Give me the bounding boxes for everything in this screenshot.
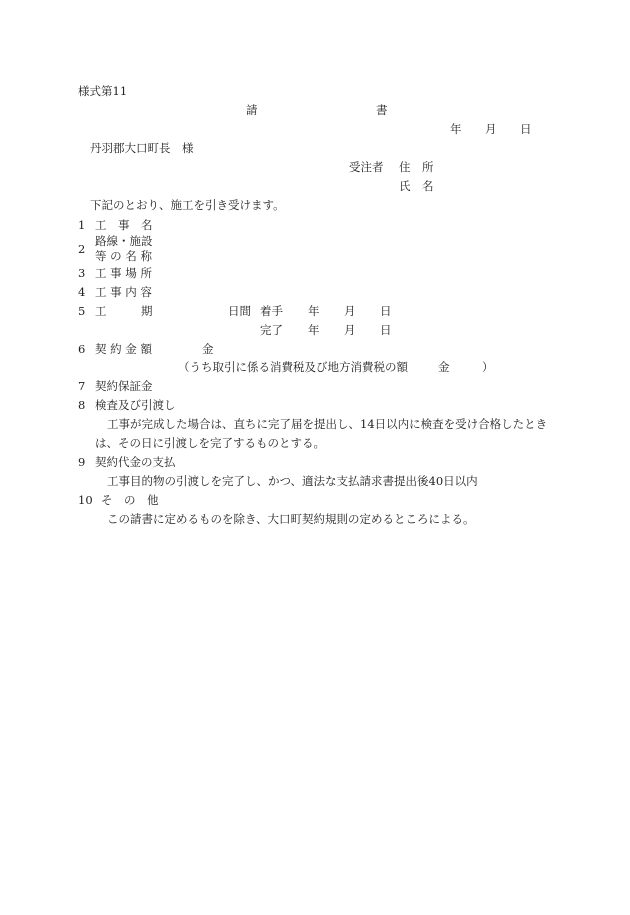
item-2-label-line1: 路線・施設 xyxy=(95,234,153,248)
item-5-end-month: 月 xyxy=(344,323,356,337)
item-5-period-unit: 日間 xyxy=(228,304,251,318)
addressee: 丹羽郡大口町長 様 xyxy=(90,141,194,155)
item-3-label: 工 事 場 所 xyxy=(95,266,152,280)
item-8-text-line1: 工事が完成した場合は、直ちに完了届を提出し、14日以内に検査を受け合格したとき xyxy=(107,417,548,431)
date-month: 月 xyxy=(485,122,497,136)
item-6-kin: 金 xyxy=(202,342,214,356)
item-10-text-line1: この請書に定めるものを除き、大口町契約規則の定めるところによる。 xyxy=(107,512,475,526)
item-5-end-year: 年 xyxy=(308,323,320,337)
item-6-label: 契 約 金 額 xyxy=(95,342,152,356)
item-5-end-label: 完了 xyxy=(260,323,283,337)
item-5-number: 5 xyxy=(78,304,86,318)
item-10-number: 10 xyxy=(78,493,93,507)
form-number: 様式第11 xyxy=(78,84,128,98)
contractor-label: 受注者 xyxy=(349,160,384,174)
item-4-number: 4 xyxy=(78,285,86,299)
item-5-label: 工 期 xyxy=(95,304,153,318)
item-1-number: 1 xyxy=(78,218,86,232)
item-7-label: 契約保証金 xyxy=(95,379,153,393)
item-5-start-month: 月 xyxy=(344,304,356,318)
item-2-number: 2 xyxy=(78,242,86,256)
item-6-tax-close: ） xyxy=(482,360,494,374)
item-8-text-line2: は、その日に引渡しを完了するものとする。 xyxy=(95,436,325,450)
item-5-start-day: 日 xyxy=(380,304,392,318)
item-1-label: 工 事 名 xyxy=(95,218,153,232)
intro-text: 下記のとおり、施工を引き受けます。 xyxy=(90,198,285,212)
item-2-label-line2: 等 の 名 称 xyxy=(95,249,152,263)
item-6-tax-note: （うち取引に係る消費税及び地方消費税の額 xyxy=(178,360,408,374)
title-char-1: 請 xyxy=(246,103,258,117)
title-char-2: 書 xyxy=(376,103,388,117)
item-6-number: 6 xyxy=(78,342,86,356)
item-5-end-day: 日 xyxy=(380,323,392,337)
item-7-number: 7 xyxy=(78,379,86,393)
date-day: 日 xyxy=(520,122,532,136)
item-3-number: 3 xyxy=(78,266,86,280)
item-8-label: 検査及び引渡し xyxy=(95,398,176,412)
item-9-text-line1: 工事目的物の引渡しを完了し、かつ、適法な支払請求書提出後40日以内 xyxy=(107,474,478,488)
item-8-number: 8 xyxy=(78,398,86,412)
contractor-address-label: 住 所 xyxy=(399,160,434,174)
item-5-start-year: 年 xyxy=(308,304,320,318)
item-4-label: 工 事 内 容 xyxy=(95,285,152,299)
item-9-number: 9 xyxy=(78,455,86,469)
item-6-tax-kin: 金 xyxy=(438,360,450,374)
item-9-label: 契約代金の支払 xyxy=(95,455,176,469)
contractor-name-label: 氏 名 xyxy=(399,179,434,193)
item-5-start-label: 着手 xyxy=(260,304,283,318)
item-10-label: そ の 他 xyxy=(101,493,159,507)
date-year: 年 xyxy=(450,122,462,136)
